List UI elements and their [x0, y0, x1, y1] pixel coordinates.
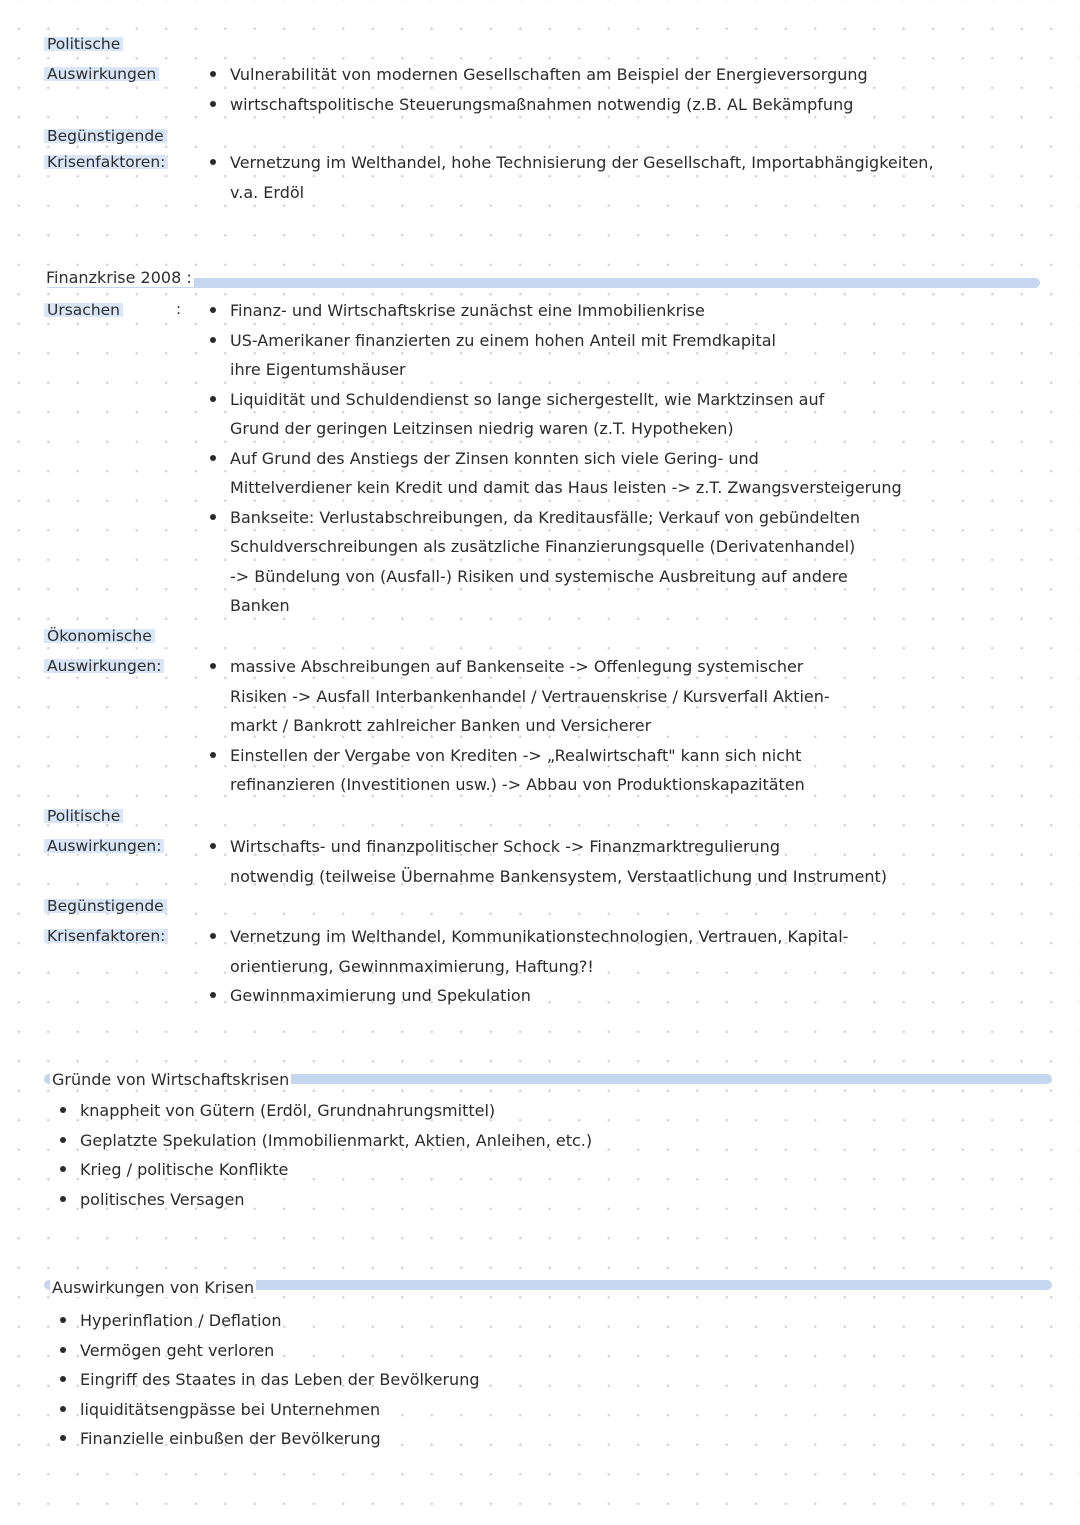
- list-item: liquiditätsengpässe bei Unternehmen: [60, 1395, 479, 1425]
- pol2-label-2: Auswirkungen:: [44, 834, 164, 858]
- pol2-list: [210, 832, 887, 891]
- list-item: Geplatzte Spekulation (Immobilienmarkt, Aktien, Anleihen, etc.): [60, 1126, 592, 1156]
- gruende-list: [60, 1096, 592, 1214]
- ursachen-list: [210, 296, 902, 621]
- list-item: Finanzielle einbußen der Bevölkerung: [60, 1424, 479, 1454]
- list-item: Hyperinflation / Deflation: [60, 1306, 479, 1336]
- oek-list: [210, 652, 830, 800]
- list-item: massive Abschreibungen auf Bankenseite -> Offenlegung systemischer Risiken -> Ausfall Interbankenhandel / Vertrauenskrise / Kursverfall Aktien- markt / Bankrott zahlreicher Banken und Versicherer: [210, 652, 830, 741]
- list-item: Finanz- und Wirtschaftskrise zunächst eine Immobilienkrise: [210, 296, 902, 326]
- beg2-label-2: Krisenfaktoren:: [44, 924, 168, 948]
- list-item: Eingriff des Staates in das Leben der Bevölkerung: [60, 1365, 479, 1395]
- beg2-label-1: Begünstigende: [44, 894, 167, 918]
- list-item: Bankseite: Verlustabschreibungen, da Kreditausfälle; Verkauf von gebündelten Schuldverschreibungen als zusätzliche Finanzierungsquelle (Derivatenhandel) -> Bündelung von (Ausfall-) Risiken und systemische Ausbreitung auf andere Banken: [210, 503, 902, 621]
- section-title-finanzkrise: Finanzkrise 2008 :: [46, 268, 192, 287]
- section-title-auswirkungen: Auswirkungen von Krisen: [52, 1278, 255, 1297]
- list-item: Vernetzung im Welthandel, hohe Technisierung der Gesellschaft, Importabhängigkeiten, v.a. Erdöl: [210, 148, 934, 207]
- list-item: Auf Grund des Anstiegs der Zinsen konnten sich viele Gering- und Mittelverdiener kein Kredit und damit das Haus leisten -> z.T. Zwangsversteigerung: [210, 444, 902, 503]
- ursachen-label: Ursachen: [44, 298, 123, 322]
- list-item: Krieg / politische Konflikte: [60, 1155, 592, 1185]
- section-title-gruende: Gründe von Wirtschaftskrisen: [52, 1070, 290, 1089]
- section1-beg-list: [210, 148, 934, 207]
- list-item: Liquidität und Schuldendienst so lange sichergestellt, wie Marktzinsen auf Grund der geringen Leitzinsen niedrig waren (z.T. Hypotheken): [210, 385, 902, 444]
- list-item: Einstellen der Vergabe von Krediten -> „Realwirtschaft" kann sich nicht refinanzieren (Investitionen usw.) -> Abbau von Produktionskapazitäten: [210, 741, 830, 800]
- list-item: US-Amerikaner finanzierten zu einem hohen Anteil mit Fremdkapital ihre Eigentumshäuser: [210, 326, 902, 385]
- list-item: politisches Versagen: [60, 1185, 592, 1215]
- beg-label-1: Begünstigende: [44, 124, 167, 148]
- list-item: wirtschaftspolitische Steuerungsmaßnahmen notwendig (z.B. AL Bekämpfung: [210, 90, 868, 120]
- list-item: Wirtschafts- und finanzpolitischer Schock -> Finanzmarktregulierung notwendig (teilweise Übernahme Bankensystem, Verstaatlichung und Instrument): [210, 832, 887, 891]
- beg2-list: [210, 922, 848, 1011]
- list-item: Vernetzung im Welthandel, Kommunikationstechnologien, Vertrauen, Kapital- orientierung, Gewinnmaximierung, Haftung?!: [210, 922, 848, 981]
- list-item: Gewinnmaximierung und Spekulation: [210, 981, 848, 1011]
- list-item: Vulnerabilität von modernen Gesellschaften am Beispiel der Energieversorgung: [210, 60, 868, 90]
- list-item: Vermögen geht verloren: [60, 1336, 479, 1366]
- oek-label-2: Auswirkungen:: [44, 654, 164, 678]
- pol2-label-1: Politische: [44, 804, 123, 828]
- list-item: knappheit von Gütern (Erdöl, Grundnahrungsmittel): [60, 1096, 592, 1126]
- auswirkungen-list: [60, 1306, 479, 1454]
- oek-label-1: Ökonomische: [44, 624, 155, 648]
- pol-label-2: Auswirkungen: [44, 62, 159, 86]
- beg-label-2: Krisenfaktoren:: [44, 150, 168, 174]
- colon: :: [176, 300, 182, 318]
- section1-pol-list: [210, 60, 868, 119]
- pol-label-1: Politische: [44, 32, 123, 56]
